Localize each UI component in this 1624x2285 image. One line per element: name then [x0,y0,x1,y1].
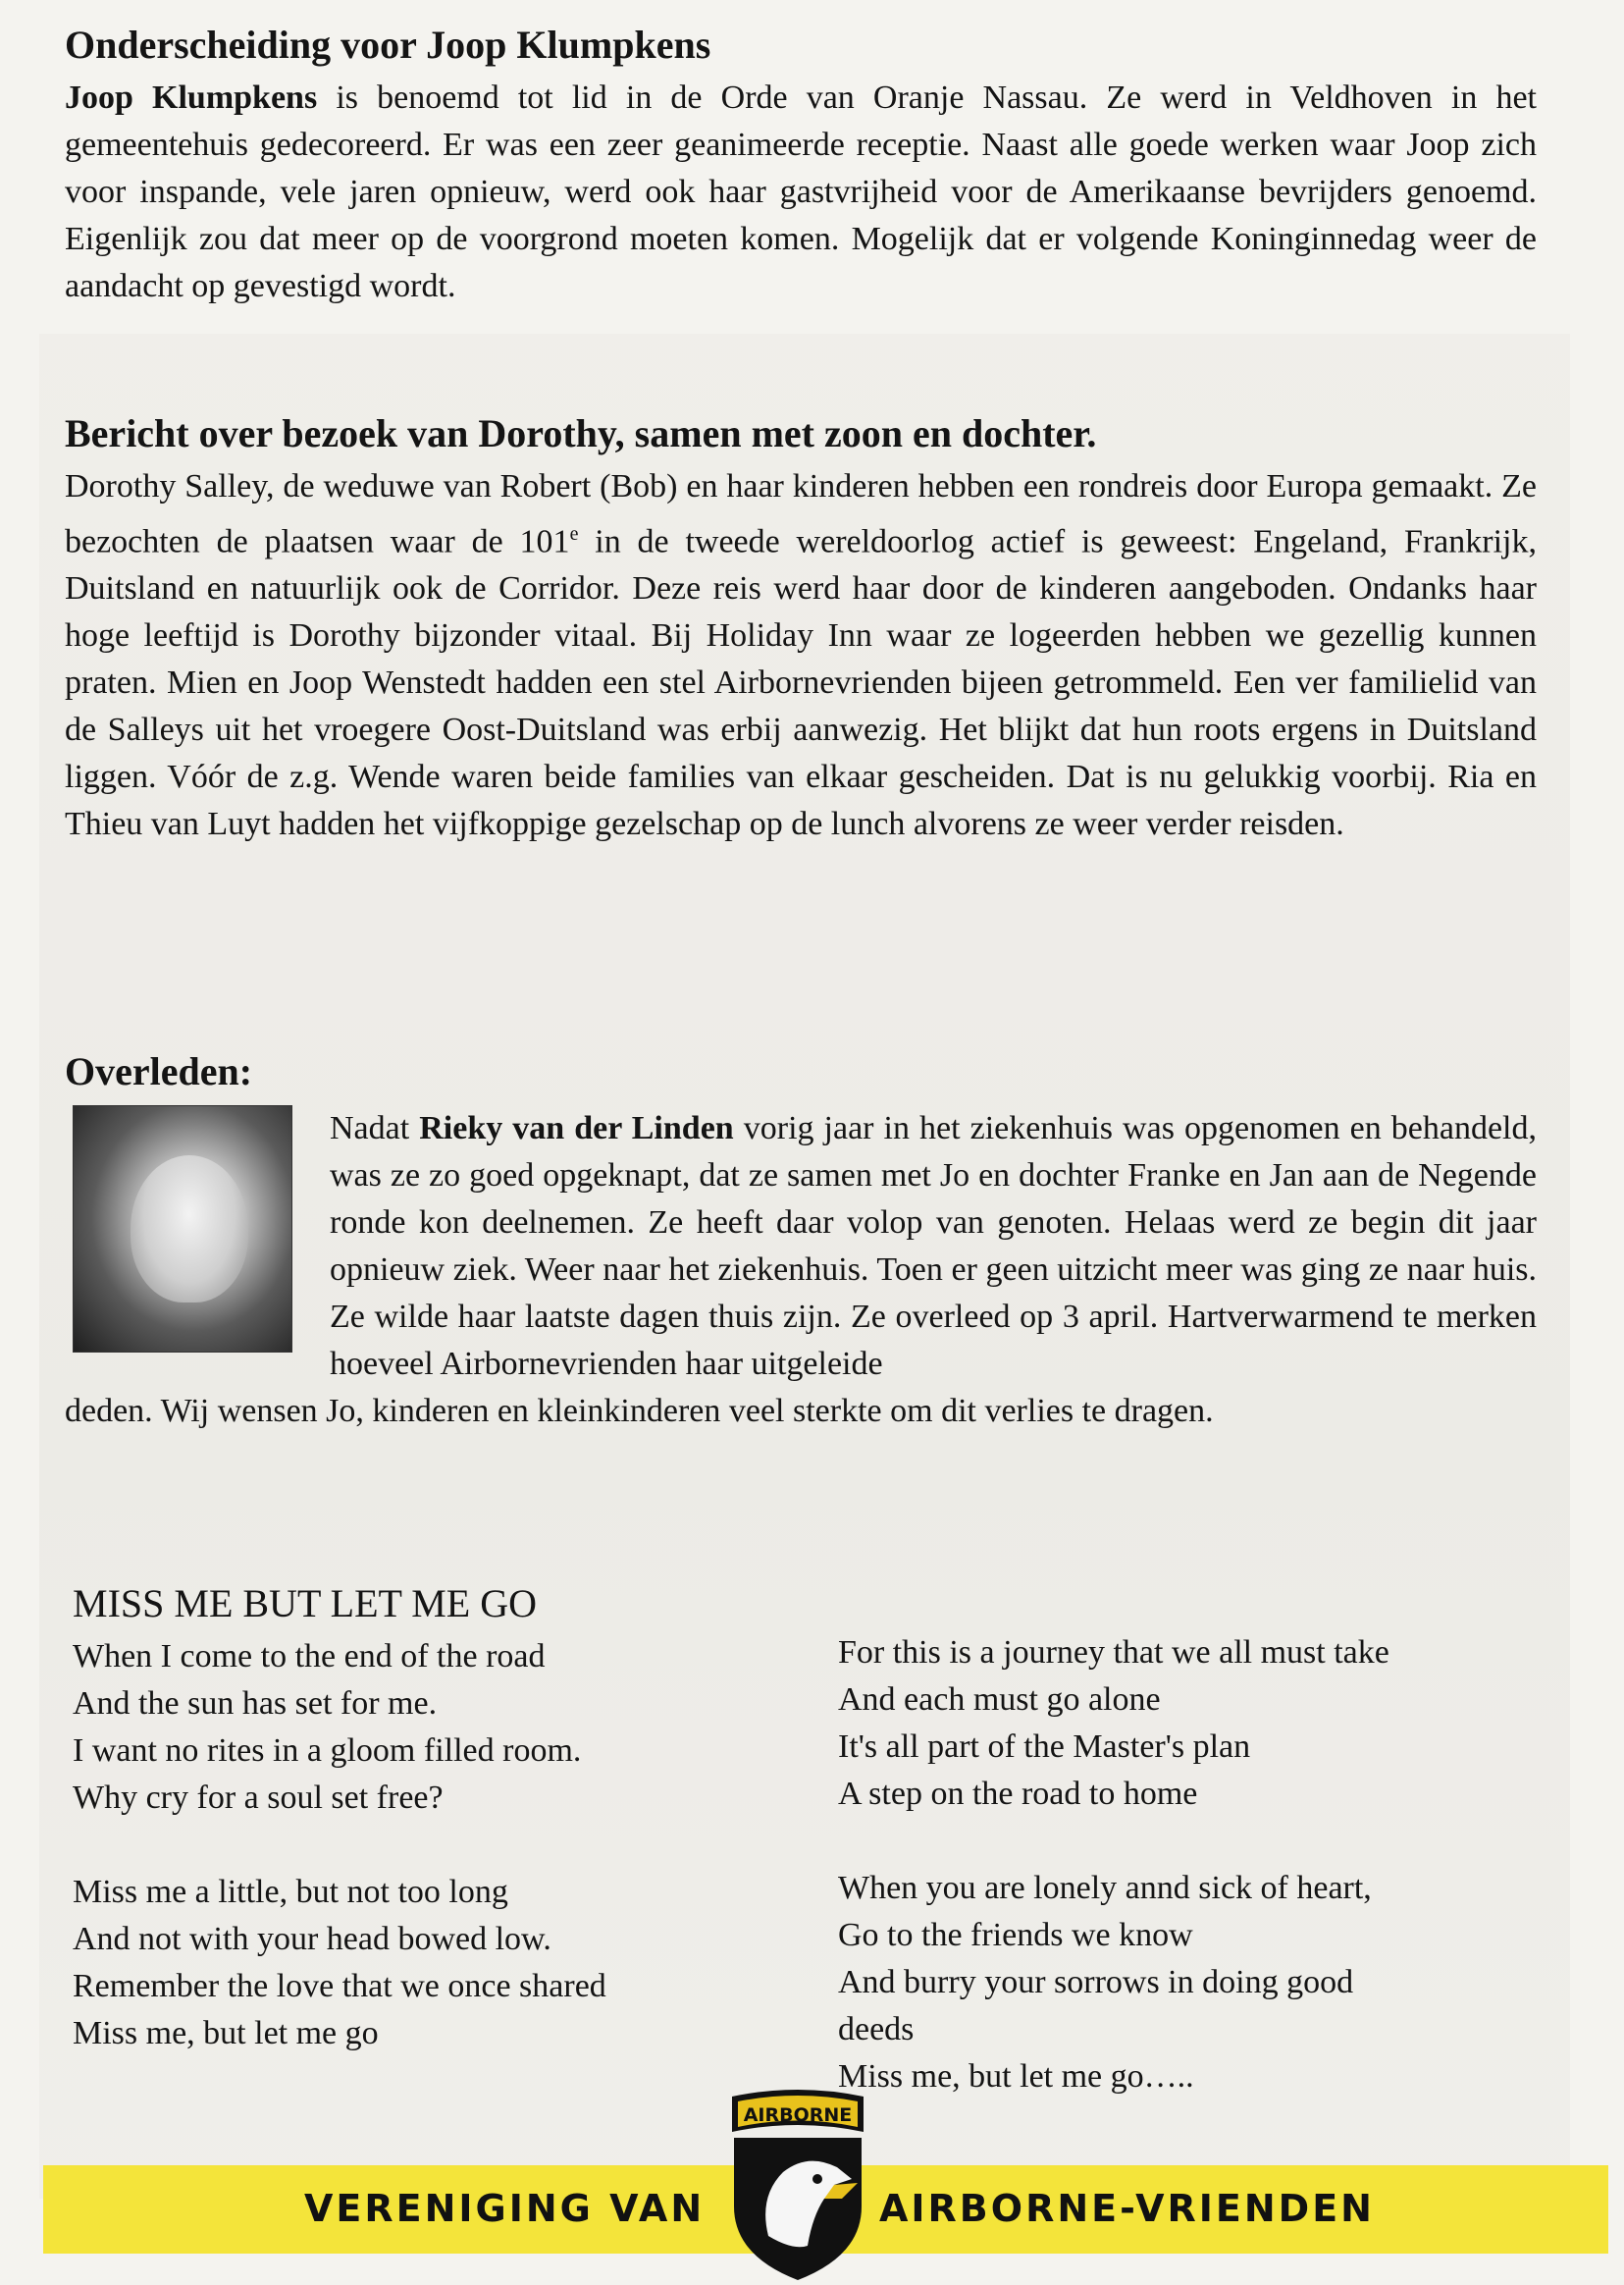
poem-line: Remember the love that we once shared [73,1968,606,2004]
poem-line: Miss me a little, but not too long [73,1874,508,1910]
poem-line: Miss me, but let me go….. [838,2058,1194,2095]
poem-line: And each must go alone [838,1681,1161,1718]
poem-right-column [838,1629,1564,2100]
lead-name: Joop Klumpkens [65,80,318,116]
article-heading: Overleden: [65,1049,253,1093]
poem-line: For this is a journey that we all must take [838,1634,1389,1671]
poem-line: A step on the road to home [838,1776,1198,1812]
poem-line: And burry your sorrows in doing good [838,1964,1354,2000]
article-text: is benoemd tot lid in de Orde van Oranje Nassau. Ze werd in Veldhoven in het gemeentehuis gedecoreerd. Er was een zeer geanimeerde receptie. Naast alle goede werken waar Joop zich voor inspande, vele jaren opnieuw, werd ook haar gastvrijheid voor de Amerikaanse bevrijders genoemd. Eigenlijk zou dat meer op de voorgrond moeten komen. Mogelijk dat er volgende Koninginnedag weer de aandacht op gevestigd wordt. [65,80,1537,304]
article-klumpkens [65,22,1537,310]
poem-title: MISS ME BUT LET ME GO [73,1581,538,1625]
poem-line: When I come to the end of the road [73,1638,546,1674]
poem-line: Go to the friends we know [838,1917,1193,1953]
poem-line: Miss me, but let me go [73,2015,379,2051]
airborne-eagle-badge-icon [714,2089,881,2285]
footer-label-right: AIRBORNE-VRIENDEN [879,2187,1375,2230]
article-text-part-a: Dorothy Salley, de weduwe van Robert (Bob) en haar kinderen hebben een rondreis door Europa gemaakt. Ze bezochten de plaatsen waar de 101 [65,468,1537,560]
article-heading: Bericht over bezoek van Dorothy, samen met zoon en dochter. [65,411,1097,455]
obituary-closing-text: deden. Wij wensen Jo, kinderen en kleinkinderen veel sterkte om dit verlies te dragen. [65,1393,1214,1429]
stanza-gap [838,1818,1564,1865]
badge-text: AIRBORNE [743,2104,853,2126]
footer-label-left: VERENIGING VAN [304,2187,706,2230]
poem-line: It's all part of the Master's plan [838,1728,1251,1765]
poem-line: deeds [838,2011,915,2047]
poem-line: And the sun has set for me. [73,1685,438,1722]
superscript: e [569,523,579,545]
stanza-gap [73,1822,799,1869]
poem-line: I want no rites in a gloom filled room. [73,1732,582,1769]
poem-line: And not with your head bowed low. [73,1921,551,1957]
article-heading: Onderscheiding voor Joop Klumpkens [65,23,711,67]
poem-line: When you are lonely annd sick of heart, [838,1870,1372,1906]
article-obituary [65,1048,1538,1429]
article-body [65,75,1537,310]
article-text-part-b: in de tweede wereldoorlog actief is geweest: Engeland, Frankrijk, Duitsland en natuurlijk ook de Corridor. Deze reis werd haar door de kinderen aangeboden. Ondanks haar hoge leeftijd is Dorothy bijzonder vitaal. Bij Holiday Inn waar ze logeerden hebben we gezellig kunnen praten. Mien en Joop Wenstedt hadden een stel Airbornevrienden bijeen getrommeld. Een ver familielid van de Salleys uit het vroegere Oost-Duitsland was erbij aanwezig. Het blijkt dat hun roots ergens in Duitsland liggen. Vóór de z.g. Wende waren beide families van elkaar gescheiden. Dat is nu gelukkig voorbij. Ria en Thieu van Luyt hadden het vijfkoppige gezelschap op de lunch alvorens ze weer verder reisden. [65,523,1537,843]
article-dorothy [65,410,1537,848]
poem-left-column [73,1633,799,2057]
deceased-name: Rieky van der Linden [419,1110,734,1146]
article-body [65,463,1537,848]
obituary-indented-text [330,1105,1537,1388]
obituary-text: vorig jaar in het ziekenhuis was opgenomen en behandeld, was ze zo goed opgeknapt, dat ze samen met Jo en dochter Franke en Jan aan de Negende ronde kon deelnemen. Ze heeft daar volop van genoten. Helaas werd ze begin dit jaar opnieuw ziek. Weer naar het ziekenhuis. Toen er geen uitzicht meer was ging ze naar huis. Ze wilde haar laatste dagen thuis zijn. Ze overleed op 3 april. Hartverwarmend te merken hoeveel Airbornevrienden haar uitgeleide [330,1110,1538,1382]
poem-line: Why cry for a soul set free? [73,1780,444,1816]
obituary-text-block [65,1105,1537,1435]
obituary-intro: Nadat [330,1110,420,1146]
